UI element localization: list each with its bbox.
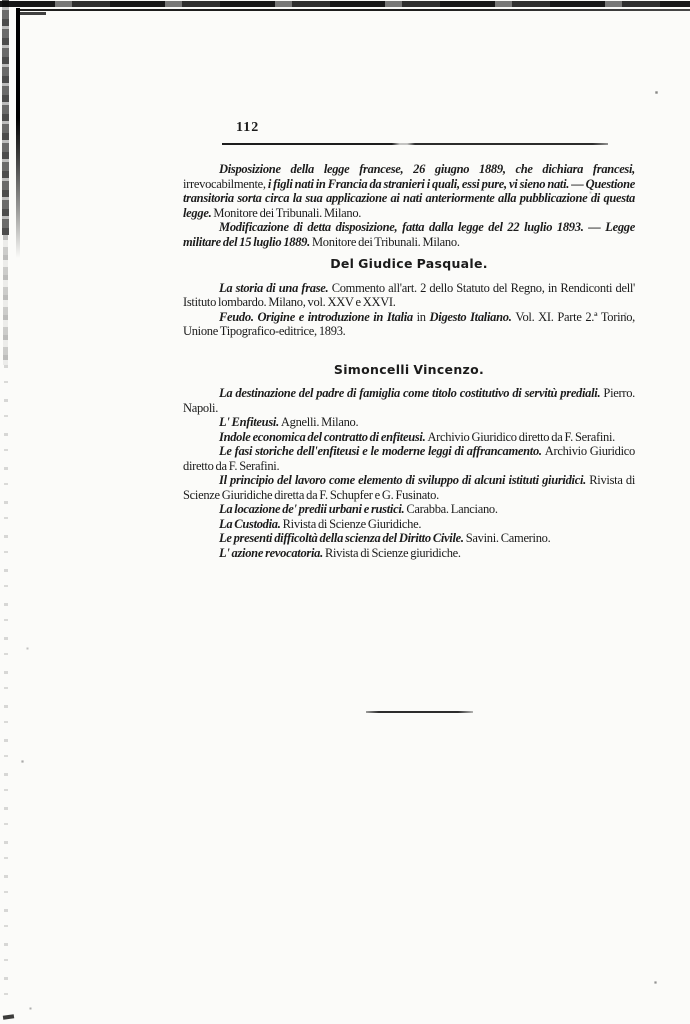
scan-top-edge-second-line bbox=[16, 9, 690, 11]
publisher-info: Carabba. Lanciano. bbox=[406, 502, 498, 516]
author-entries bbox=[183, 386, 635, 560]
publisher-info: irrevocabilmente, bbox=[183, 176, 268, 191]
work-title: Il principio del lavoro come elemento di sviluppo di alcuni istituti giuridici. bbox=[219, 473, 590, 487]
bibliography-entry bbox=[183, 546, 635, 561]
publisher-info: Monitore dei Tribunali. Milano. bbox=[311, 234, 460, 249]
author-section-simoncelli bbox=[183, 363, 635, 561]
bibliography-entry bbox=[183, 473, 635, 502]
bibliography-entry bbox=[183, 502, 635, 517]
scan-dust-specks bbox=[0, 0, 1, 1]
publisher-info: Rivista di Scienze Giuridiche diretta da F. Schupfer e G. Fusinato. bbox=[183, 473, 636, 502]
work-title: Feudo. Origine e introduzione in Italia bbox=[219, 309, 417, 324]
author-section-del-giudice bbox=[183, 257, 635, 339]
work-title: Le presenti difficoltà della scienza del Diritto Civile. bbox=[219, 531, 466, 545]
publisher-info: Rivista di Scienze giuridiche. bbox=[324, 545, 461, 560]
scan-bottom-left-mark bbox=[3, 1014, 14, 1019]
work-title: L' azione revocatoria. bbox=[219, 545, 325, 560]
publisher-info: Commento all'art. 2 dello Statuto del Regno, in Rendiconti dell' Istituto lombardo. Milano, vol. XXV e XXVI. bbox=[183, 280, 635, 309]
publisher-info: Archivio Giuridico diretto da F. Serafini. bbox=[183, 444, 636, 473]
scan-left-edge-artifact-fade bbox=[3, 235, 8, 365]
header-rule bbox=[222, 143, 608, 145]
bibliography-entry bbox=[183, 281, 635, 310]
work-title: La Custodia. bbox=[219, 516, 283, 531]
bibliography-entry bbox=[183, 386, 635, 415]
intro-entries bbox=[183, 162, 635, 249]
work-title: La destinazione del padre di famiglia come titolo costitutivo di servitù prediali. bbox=[219, 386, 604, 400]
work-title: Le fasi storiche dell'enfiteusi e le moderne leggi di affrancamento. bbox=[219, 444, 545, 458]
bibliography-entry bbox=[183, 444, 635, 473]
bibliography-entry bbox=[183, 531, 635, 546]
work-title: La locazione de' predii urbani e rustici. bbox=[219, 502, 407, 516]
publisher-info: Pierro. Napoli. bbox=[183, 386, 635, 415]
work-title: Digesto Italiano. bbox=[429, 309, 516, 324]
bibliography-entry bbox=[183, 220, 635, 249]
publisher-info: Archivio Giuridico diretto da F. Serafini. bbox=[427, 429, 616, 444]
work-title: Modificazione di detta disposizione, fatta dalla legge del 22 luglio 1893. — Legge militare del 15 luglio 1889. bbox=[183, 220, 635, 249]
work-title: Indole economica del contratto di enfiteusi. bbox=[219, 429, 428, 444]
publisher-info: in bbox=[416, 309, 430, 324]
bibliography-entry bbox=[183, 415, 635, 430]
bibliography-entry bbox=[183, 430, 635, 445]
scan-top-edge-artifact bbox=[0, 1, 690, 7]
bibliography-entry bbox=[183, 162, 635, 220]
scan-left-speckles bbox=[4, 365, 8, 1005]
author-entries bbox=[183, 281, 635, 339]
work-title: La storia di una frase. bbox=[219, 280, 332, 295]
bibliography-entry bbox=[183, 310, 635, 339]
publisher-info: Vol. XI. Parte 2.ª Torino, Unione Tipografico-editrice, 1893. bbox=[183, 309, 636, 338]
publisher-info: Agnelli. Milano. bbox=[280, 415, 359, 429]
author-heading: Del Giudice Pasquale. bbox=[330, 256, 488, 271]
page-number: 112 bbox=[236, 120, 260, 135]
work-title: i figli nati in Francia da stranieri i quali, essi pure, vi sieno nati. — Questione transitoria sorta circa la sua applicazione ai nati anteriormente alla pubblicazione di questa legge. bbox=[183, 176, 635, 220]
work-title: Disposizione della legge francese, 26 giugno 1889, che dichiara francesi, bbox=[219, 162, 635, 176]
scan-left-vertical-line bbox=[16, 8, 20, 258]
publisher-info: Savini. Camerino. bbox=[465, 531, 551, 545]
bibliography-entry bbox=[183, 517, 635, 532]
work-title: L' Enfiteusi. bbox=[219, 415, 281, 429]
bibliography-text-block bbox=[183, 162, 635, 560]
scan-top-edge-stub bbox=[20, 12, 46, 15]
publisher-info: Monitore dei Tribunali. Milano. bbox=[213, 205, 362, 220]
section-end-divider bbox=[366, 711, 473, 713]
scan-left-edge-artifact bbox=[2, 0, 9, 235]
author-heading: Simoncelli Vincenzo. bbox=[333, 361, 485, 377]
publisher-info: Rivista di Scienze Giuridiche. bbox=[282, 516, 422, 531]
